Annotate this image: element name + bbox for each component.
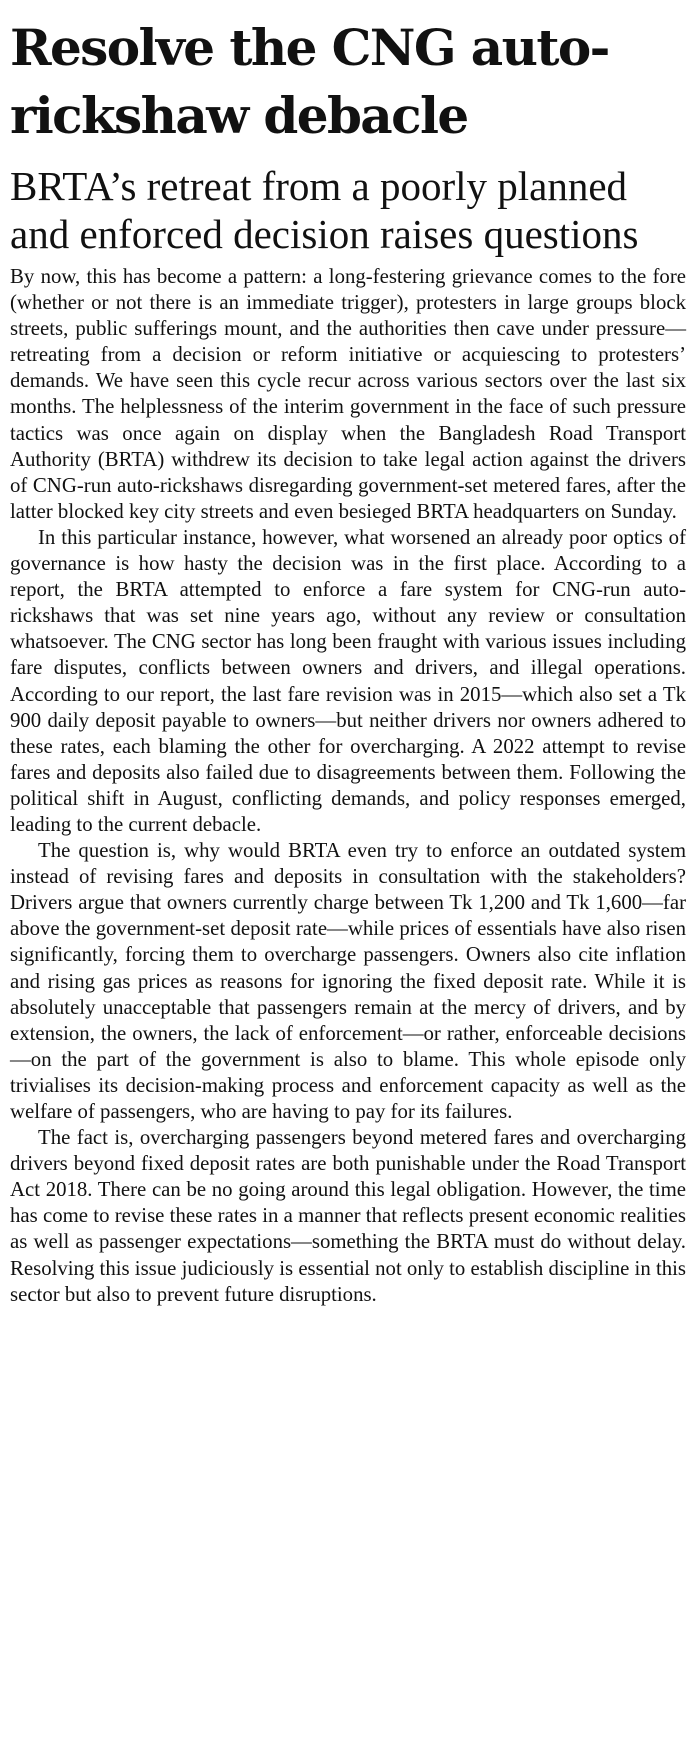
paragraph-3: The question is, why would BRTA even try to enforce an outdated system instead of revising fares and deposits in consultation with the stakeholders? Drivers argue that owners currently charge between Tk 1,200 and Tk 1,600—far above the government-set deposit rate—while prices of essentials have also risen significantly, forcing them to overcharge passengers. Owners also cite inflation and rising gas prices as reasons for ignoring the fixed deposit rate. While it is absolutely unacceptable that passengers remain at the mercy of drivers, and by extension, the owners, the lack of enforcement—or rather, enforceable decisions—on the part of the government is also to blame. This whole episode only trivialises its decision-making process and enforcement capacity as well as the welfare of passengers, who are having to pay for its failures. [10, 839, 686, 1123]
paragraph-4: The fact is, overcharging passengers beyond metered fares and overcharging drivers beyond fixed deposit rates are both punishable under the Road Transport Act 2018. There can be no going around this legal obligation. However, the time has come to revise these rates in a manner that reflects present economic realities as well as passenger expectations—something the BRTA must do without delay. Resolving this issue judiciously is essential not only to establish discipline in this sector but also to prevent future disruptions. [10, 1126, 686, 1306]
paragraph-2: In this particular instance, however, what worsened an already poor optics of governance is how hasty the decision was in the first place. According to a report, the BRTA attempted to enforce a fare system for CNG-run auto-rickshaws that was set nine years ago, without any review or consultation whatsoever. The CNG sector has long been fraught with various issues including fare disputes, conflicts between owners and drivers, and illegal operations. According to our report, the last fare revision was in 2015—which also set a Tk 900 daily deposit payable to owners—but neither drivers nor owners adhered to these rates, each blaming the other for overcharging. A 2022 attempt to revise fares and deposits also failed due to disagreements between them. Following the political shift in August, conflicting demands, and policy responses emerged, leading to the current debacle. [10, 525, 686, 836]
subheadline: BRTA’s retreat from a poorly planned and enforced decision raises questions [10, 163, 639, 257]
headline: Resolve the CNG auto-rickshaw debacle [10, 18, 609, 145]
paragraph-1: By now, this has become a pattern: a long-festering grievance comes to the fore (whether or not there is an immediate trigger), protesters in large groups block streets, public sufferings mount, and the authorities then cave under pressure—retreating from a decision or reform initiative or acquiescing to protesters’ demands. We have seen this cycle recur across various sectors over the last six months. The helplessness of the interim government in the face of such pressure tactics was once again on display when the Bangladesh Road Transport Authority (BRTA) withdrew its decision to take legal action against the drivers of CNG-run auto-rickshaws disregarding government-set metered fares, after the latter blocked key city streets and even besieged BRTA headquarters on Sunday. [10, 265, 686, 523]
article-body [10, 264, 686, 1308]
